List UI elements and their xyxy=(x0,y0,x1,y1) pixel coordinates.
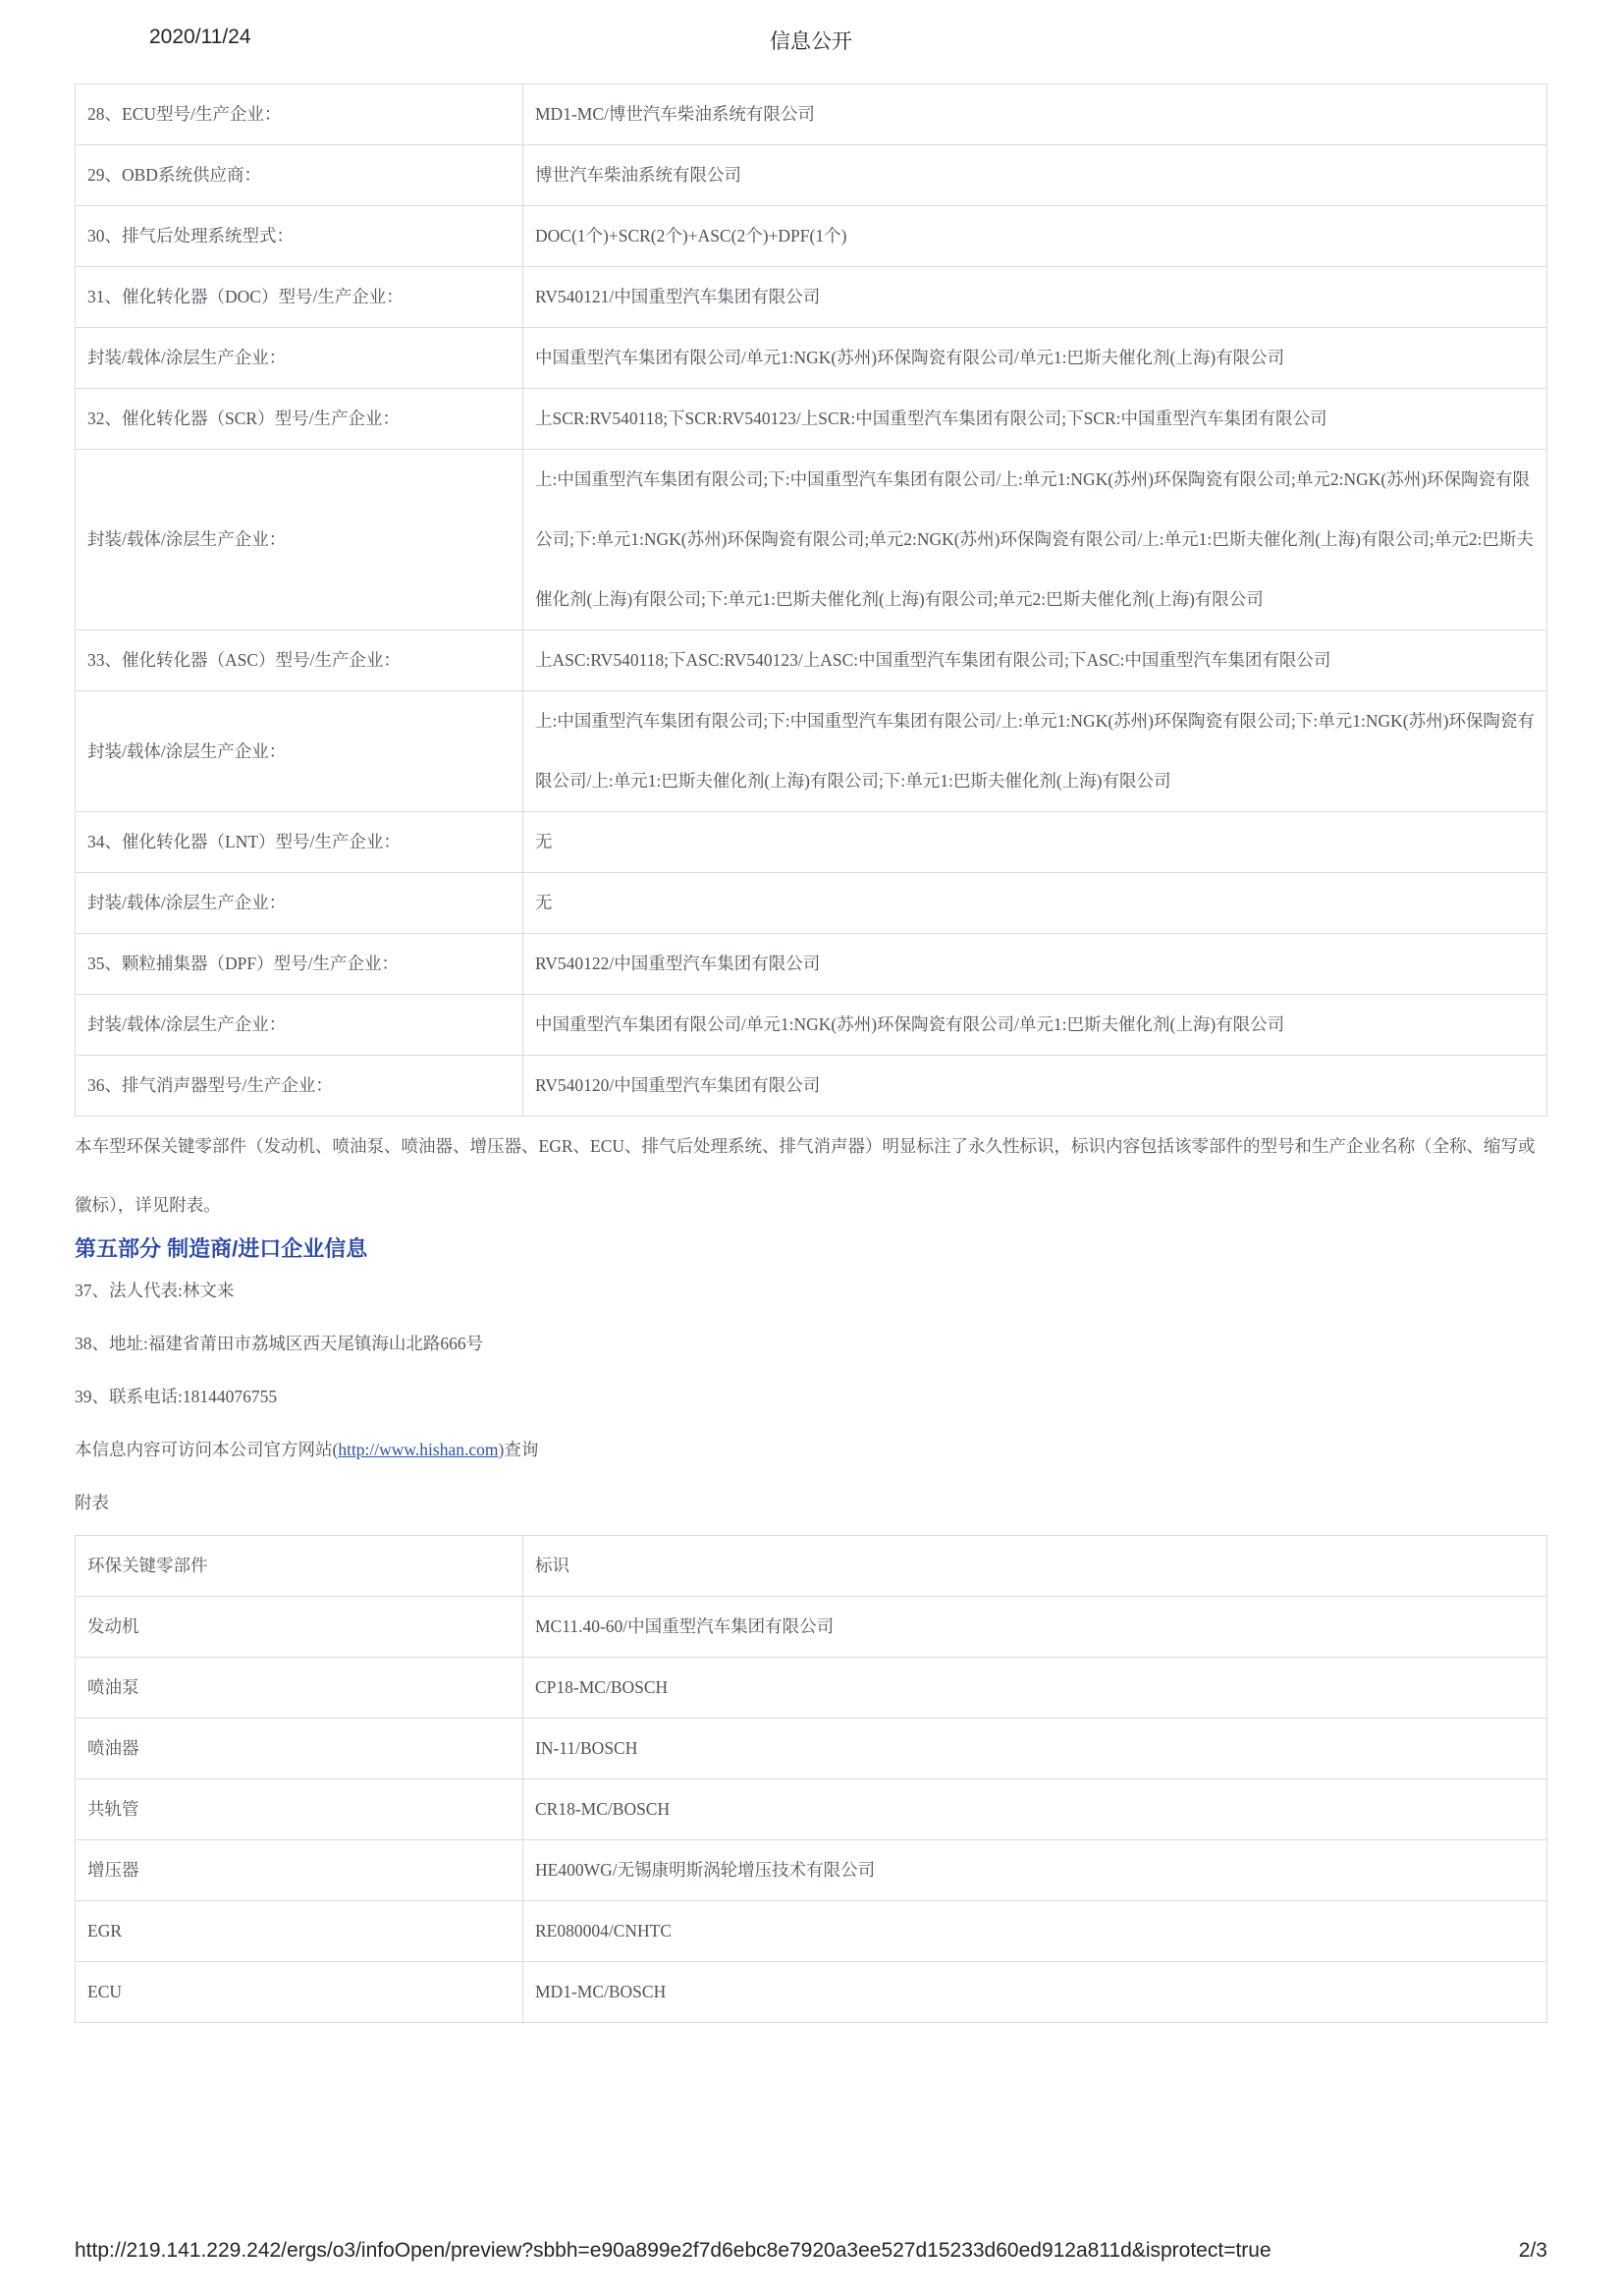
row-value-cell: CR18-MC/BOSCH xyxy=(523,1779,1547,1840)
print-date: 2020/11/24 xyxy=(149,26,251,48)
table-row xyxy=(76,873,1547,934)
row-label-cell: 喷油泵 xyxy=(76,1658,523,1719)
table-row xyxy=(76,630,1547,691)
row-label-cell: 33、催化转化器（ASC）型号/生产企业： xyxy=(76,630,523,691)
appendix-table xyxy=(75,1535,1547,2023)
row-value-cell: DOC(1个)+SCR(2个)+ASC(2个)+DPF(1个) xyxy=(523,206,1547,267)
table-row xyxy=(76,1962,1547,2023)
table-row xyxy=(76,995,1547,1056)
table-row xyxy=(76,1056,1547,1117)
table-row xyxy=(76,1597,1547,1658)
row-label-cell: 喷油器 xyxy=(76,1719,523,1779)
website-link[interactable]: http://www.hishan.com xyxy=(338,1440,499,1459)
appendix-header-row xyxy=(76,1536,1547,1597)
row-label-cell: 31、催化转化器（DOC）型号/生产企业： xyxy=(76,267,523,328)
table-row xyxy=(76,934,1547,995)
table-row xyxy=(76,84,1547,145)
row-label-cell: 共轨管 xyxy=(76,1779,523,1840)
row-value-cell: RV540120/中国重型汽车集团有限公司 xyxy=(523,1056,1547,1117)
row-value-cell: RV540122/中国重型汽车集团有限公司 xyxy=(523,934,1547,995)
table-row xyxy=(76,1779,1547,1840)
legal-rep-line: 37、法人代表:林文来 xyxy=(75,1281,235,1300)
page-number: 2/3 xyxy=(1518,2239,1547,2262)
table-row xyxy=(76,1901,1547,1962)
row-label-cell: 29、OBD系统供应商： xyxy=(76,145,523,206)
row-value-cell: HE400WG/无锡康明斯涡轮增压技术有限公司 xyxy=(523,1840,1547,1901)
page-title: 信息公开 xyxy=(770,30,852,53)
website-line-suffix: )查询 xyxy=(498,1440,539,1459)
row-value-cell: 上ASC:RV540118;下ASC:RV540123/上ASC:中国重型汽车集团有限公司;下ASC:中国重型汽车集团有限公司 xyxy=(523,630,1547,691)
row-value-cell: 无 xyxy=(523,812,1547,873)
row-label-cell: ECU xyxy=(76,1962,523,2023)
row-value-cell: IN-11/BOSCH xyxy=(523,1719,1547,1779)
row-value-cell: CP18-MC/BOSCH xyxy=(523,1658,1547,1719)
table-row xyxy=(76,267,1547,328)
row-value-cell: RV540121/中国重型汽车集团有限公司 xyxy=(523,267,1547,328)
table-row xyxy=(76,812,1547,873)
row-label-cell: 封装/载体/涂层生产企业： xyxy=(76,450,523,630)
row-label-cell: 36、排气消声器型号/生产企业： xyxy=(76,1056,523,1117)
row-value-cell: 上:中国重型汽车集团有限公司;下:中国重型汽车集团有限公司/上:单元1:NGK(苏州)环保陶瓷有限公司;下:单元1:NGK(苏州)环保陶瓷有限公司/上:单元1:巴斯夫催化剂(上海)有限公司;下:单元1:巴斯夫催化剂(上海)有限公司 xyxy=(523,691,1547,812)
row-label-cell: 封装/载体/涂层生产企业： xyxy=(76,873,523,934)
row-label-cell: 增压器 xyxy=(76,1840,523,1901)
website-line-prefix: 本信息内容可访问本公司官方网站( xyxy=(75,1440,339,1459)
row-label-cell: 发动机 xyxy=(76,1597,523,1658)
section-heading: 第五部分 制造商/进口企业信息 xyxy=(75,1236,368,1261)
row-label-cell: 32、催化转化器（SCR）型号/生产企业： xyxy=(76,389,523,450)
table-row xyxy=(76,206,1547,267)
row-value-cell: MD1-MC/BOSCH xyxy=(523,1962,1547,2023)
row-value-cell: 中国重型汽车集团有限公司/单元1:NGK(苏州)环保陶瓷有限公司/单元1:巴斯夫催化剂(上海)有限公司 xyxy=(523,995,1547,1056)
row-label-cell: 35、颗粒捕集器（DPF）型号/生产企业： xyxy=(76,934,523,995)
row-label-cell: 封装/载体/涂层生产企业： xyxy=(76,328,523,389)
table-row xyxy=(76,328,1547,389)
row-label-cell: 封装/载体/涂层生产企业： xyxy=(76,691,523,812)
table-row xyxy=(76,1840,1547,1901)
row-value-cell: RE080004/CNHTC xyxy=(523,1901,1547,1962)
appendix-label: 附表 xyxy=(75,1493,109,1512)
row-label-cell: 28、ECU型号/生产企业： xyxy=(76,84,523,145)
row-label-cell: 34、催化转化器（LNT）型号/生产企业： xyxy=(76,812,523,873)
table-row xyxy=(76,691,1547,812)
row-value-cell: 中国重型汽车集团有限公司/单元1:NGK(苏州)环保陶瓷有限公司/单元1:巴斯夫催化剂(上海)有限公司 xyxy=(523,328,1547,389)
phone-line: 39、联系电话:18144076755 xyxy=(75,1387,278,1406)
parts-table xyxy=(75,83,1547,1117)
row-label-cell: 封装/载体/涂层生产企业： xyxy=(76,995,523,1056)
table-row xyxy=(76,450,1547,630)
row-label-cell: EGR xyxy=(76,1901,523,1962)
table-row xyxy=(76,145,1547,206)
address-line: 38、地址:福建省莆田市荔城区西天尾镇海山北路666号 xyxy=(75,1334,484,1353)
row-value-cell: MD1-MC/博世汽车柴油系统有限公司 xyxy=(523,84,1547,145)
print-header xyxy=(75,0,1547,53)
website-line xyxy=(75,1423,1547,1476)
row-value-cell: 标识 xyxy=(523,1536,1547,1597)
row-label-cell: 环保关键零部件 xyxy=(76,1536,523,1597)
row-value-cell: 博世汽车柴油系统有限公司 xyxy=(523,145,1547,206)
table-row xyxy=(76,389,1547,450)
table-row xyxy=(76,1719,1547,1779)
row-value-cell: MC11.40-60/中国重型汽车集团有限公司 xyxy=(523,1597,1547,1658)
footer-url: http://219.141.229.242/ergs/o3/infoOpen/preview?sbbh=e90a899e2f7d6ebc8e7920a3ee527d15233d60ed912a811d&isprotect=true xyxy=(75,2239,1271,2262)
print-footer xyxy=(75,2239,1547,2263)
row-value-cell: 上SCR:RV540118;下SCR:RV540123/上SCR:中国重型汽车集团有限公司;下SCR:中国重型汽车集团有限公司 xyxy=(523,389,1547,450)
row-label-cell: 30、排气后处理系统型式： xyxy=(76,206,523,267)
row-value-cell: 上:中国重型汽车集团有限公司;下:中国重型汽车集团有限公司/上:单元1:NGK(苏州)环保陶瓷有限公司;单元2:NGK(苏州)环保陶瓷有限公司;下:单元1:NGK(苏州)环保陶瓷有限公司;单元2:NGK(苏州)环保陶瓷有限公司/上:单元1:巴斯夫催化剂(上海)有限公司;单元2:巴斯夫催化剂(上海)有限公司;下:单元1:巴斯夫催化剂(上海)有限公司;单元2:巴斯夫催化剂(上海)有限公司 xyxy=(523,450,1547,630)
table-row xyxy=(76,1658,1547,1719)
compliance-paragraph: 本车型环保关键零部件（发动机、喷油泵、喷油器、增压器、EGR、ECU、排气后处理系统、排气消声器）明显标注了永久性标识，标识内容包括该零部件的型号和生产企业名称（全称、缩写或徽标），详见附表。 xyxy=(75,1136,1536,1215)
row-value-cell: 无 xyxy=(523,873,1547,934)
